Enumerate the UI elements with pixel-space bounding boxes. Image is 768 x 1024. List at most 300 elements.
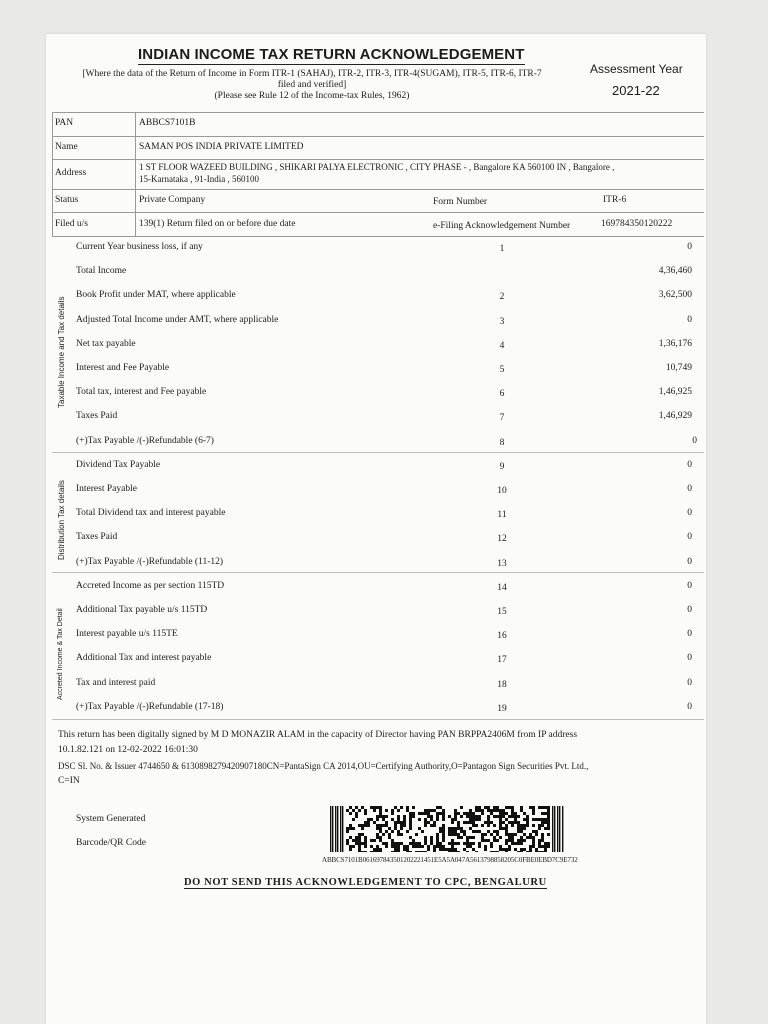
barcode-module — [376, 851, 379, 852]
address-line-2: 15-Karnataka , 91-India , 560100 — [139, 174, 259, 184]
row-number: 11 — [497, 510, 507, 520]
barcode-module — [463, 830, 466, 833]
barcode-module — [454, 809, 457, 812]
barcode-module — [469, 815, 472, 818]
barcode-module — [547, 815, 550, 818]
barcode-module — [481, 812, 484, 815]
barcode-module — [394, 842, 397, 845]
barcode-module — [505, 830, 508, 833]
barcode-module — [478, 815, 481, 818]
divider — [52, 112, 53, 236]
barcode-module — [475, 806, 478, 809]
row-label: Taxes Paid — [76, 532, 118, 542]
barcode-module — [520, 830, 523, 833]
barcode-module — [487, 809, 490, 812]
row-label: Current Year business loss, if any — [76, 242, 203, 252]
barcode-module — [382, 842, 385, 845]
barcode-module — [520, 836, 523, 839]
barcode-module — [364, 824, 367, 827]
barcode-module — [493, 824, 496, 827]
barcode-module — [463, 821, 466, 824]
barcode-module — [496, 851, 499, 852]
row-amount: 0 — [687, 508, 692, 518]
barcode-module — [496, 839, 499, 842]
barcode-module — [541, 836, 544, 839]
barcode-module — [517, 824, 520, 827]
barcode-module — [421, 851, 424, 852]
barcode-module — [460, 806, 463, 809]
barcode-module — [529, 848, 532, 851]
barcode-module — [478, 842, 481, 845]
barcode-module — [424, 842, 427, 845]
barcode-module — [358, 851, 361, 852]
row-label: Adjusted Total Income under AMT, where applicable — [76, 315, 279, 325]
barcode-module — [442, 836, 445, 839]
barcode-module — [457, 836, 460, 839]
barcode-module — [487, 824, 490, 827]
barcode-module — [355, 812, 358, 815]
barcode-module — [457, 821, 460, 824]
barcode-module — [367, 818, 370, 821]
barcode-module — [382, 815, 385, 818]
barcode-module — [439, 845, 442, 848]
barcode-module — [457, 842, 460, 845]
barcode-module — [451, 821, 454, 824]
row-amount: 1,46,925 — [658, 387, 692, 397]
barcode-module — [439, 842, 442, 845]
row-label: (+)Tax Payable /(-)Refundable (11-12) — [76, 557, 224, 567]
barcode-module — [529, 845, 532, 848]
section-divider — [52, 719, 704, 720]
barcode-module — [526, 824, 529, 827]
barcode-module — [361, 842, 364, 845]
barcode-module — [364, 839, 367, 842]
barcode-module — [535, 851, 538, 852]
barcode-module — [520, 827, 523, 830]
barcode-module — [412, 845, 415, 848]
barcode-module — [400, 806, 403, 809]
row-number: 17 — [497, 655, 507, 665]
barcode-module — [415, 833, 418, 836]
barcode-module — [535, 833, 538, 836]
barcode-module — [493, 839, 496, 842]
row-number: 12 — [497, 534, 507, 544]
barcode-module — [385, 845, 388, 848]
barcode-module — [400, 833, 403, 836]
row-amount: 1,36,176 — [658, 339, 692, 349]
barcode-bar — [335, 806, 336, 852]
form-number-value: ITR-6 — [603, 195, 627, 205]
barcode-module — [529, 833, 532, 836]
barcode-module — [385, 821, 388, 824]
row-number: 2 — [499, 292, 505, 302]
barcode-module — [475, 815, 478, 818]
barcode-module — [433, 824, 436, 827]
barcode-module — [418, 827, 421, 830]
barcode-module — [544, 848, 547, 851]
barcode-module — [409, 821, 412, 824]
row-number: 3 — [499, 317, 505, 327]
barcode-module — [376, 848, 379, 851]
barcode-module — [436, 806, 439, 809]
subtitle-line-2: filed and verified] — [277, 80, 347, 90]
barcode-module — [475, 818, 478, 821]
barcode-module — [412, 839, 415, 842]
barcode-module — [427, 809, 430, 812]
barcode-module — [436, 845, 439, 848]
barcode-module — [361, 851, 364, 852]
barcode-module — [517, 815, 520, 818]
barcode-module — [478, 806, 481, 809]
divider — [52, 236, 704, 237]
barcode-module — [349, 848, 352, 851]
row-number: 5 — [499, 365, 505, 375]
barcode-module — [376, 836, 379, 839]
divider — [52, 189, 704, 190]
row-label: Tax and interest paid — [76, 678, 156, 688]
address-label: Address — [55, 168, 87, 178]
barcode-module — [526, 821, 529, 824]
barcode-module — [523, 839, 526, 842]
barcode-module — [466, 815, 469, 818]
ack-number-label: e-Filing Acknowledgement Number — [433, 221, 571, 231]
barcode-module — [409, 818, 412, 821]
barcode-module — [472, 848, 475, 851]
barcode-module — [379, 812, 382, 815]
barcode-bar — [342, 806, 343, 852]
barcode-module — [349, 812, 352, 815]
barcode-module — [439, 812, 442, 815]
barcode-module — [523, 833, 526, 836]
barcode-module — [379, 824, 382, 827]
barcode-module — [442, 830, 445, 833]
barcode-module — [457, 851, 460, 852]
pan-label: PAN — [55, 118, 74, 128]
barcode-module — [520, 806, 523, 809]
barcode-module — [391, 830, 394, 833]
barcode-module — [541, 806, 544, 809]
barcode-module — [505, 833, 508, 836]
barcode-module — [376, 806, 379, 809]
section-label-distribution: Distribution Tax details — [57, 480, 66, 560]
barcode-module — [349, 824, 352, 827]
barcode-module — [379, 851, 382, 852]
barcode-bar — [562, 806, 563, 852]
row-amount: 3,62,500 — [658, 290, 692, 300]
barcode-module — [397, 809, 400, 812]
assessment-year-label: Assessment Year — [590, 62, 683, 76]
barcode-module — [487, 818, 490, 821]
row-number: 4 — [499, 341, 505, 351]
barcode-module — [499, 818, 502, 821]
barcode-bar — [552, 806, 553, 852]
barcode-module — [475, 809, 478, 812]
barcode-module — [547, 827, 550, 830]
barcode-module — [361, 833, 364, 836]
barcode-module — [517, 842, 520, 845]
barcode-module — [397, 818, 400, 821]
barcode-module — [526, 851, 529, 852]
barcode-module — [517, 827, 520, 830]
barcode-module — [532, 809, 535, 812]
barcode-module — [439, 830, 442, 833]
barcode-module — [472, 815, 475, 818]
barcode-module — [346, 842, 349, 845]
barcode-module — [496, 809, 499, 812]
barcode-module — [346, 827, 349, 830]
barcode-module — [505, 812, 508, 815]
barcode-module — [355, 815, 358, 818]
barcode-module — [370, 839, 373, 842]
barcode-module — [463, 833, 466, 836]
barcode-module — [538, 842, 541, 845]
barcode-module — [352, 839, 355, 842]
form-subtitle — [64, 69, 560, 102]
barcode-module — [496, 830, 499, 833]
row-amount: 1,46,929 — [658, 411, 692, 421]
barcode-module — [538, 845, 541, 848]
barcode-module — [409, 824, 412, 827]
barcode-module — [433, 821, 436, 824]
barcode-module — [514, 833, 517, 836]
signature-line-2: 10.1.82.121 on 12-02-2022 16:01:30 — [58, 745, 198, 755]
barcode-module — [481, 809, 484, 812]
barcode-module — [517, 821, 520, 824]
barcode-module — [370, 818, 373, 821]
barcode-module — [469, 836, 472, 839]
barcode-module — [436, 839, 439, 842]
barcode-module — [520, 809, 523, 812]
barcode-module — [394, 845, 397, 848]
barcode-module — [421, 830, 424, 833]
divider — [52, 112, 704, 113]
barcode-module — [535, 848, 538, 851]
barcode-module — [532, 824, 535, 827]
barcode-module — [403, 818, 406, 821]
barcode-module — [433, 809, 436, 812]
barcode-module — [505, 827, 508, 830]
barcode-module — [502, 821, 505, 824]
barcode-module — [424, 809, 427, 812]
barcode-module — [457, 812, 460, 815]
barcode-module — [511, 821, 514, 824]
barcode-module — [388, 827, 391, 830]
barcode-module — [448, 815, 451, 818]
barcode-module — [403, 815, 406, 818]
barcode-module — [427, 812, 430, 815]
barcode-module — [379, 839, 382, 842]
barcode-module — [385, 830, 388, 833]
do-not-send-note: DO NOT SEND THIS ACKNOWLEDGEMENT TO CPC, BENGALURU — [184, 877, 547, 888]
barcode-module — [517, 839, 520, 842]
barcode-module — [532, 845, 535, 848]
barcode-module — [349, 806, 352, 809]
barcode-module — [490, 833, 493, 836]
signature-line-4: C=IN — [58, 776, 80, 786]
barcode-module — [544, 851, 547, 852]
divider — [135, 112, 136, 236]
barcode-module — [406, 848, 409, 851]
barcode-module — [358, 848, 361, 851]
barcode-module — [436, 812, 439, 815]
barcode-module — [346, 809, 349, 812]
barcode-module — [514, 842, 517, 845]
divider — [52, 159, 704, 160]
row-label: Additional Tax payable u/s 115TD — [76, 605, 208, 615]
barcode-label: Barcode/QR Code — [76, 838, 146, 848]
barcode-module — [475, 851, 478, 852]
status-value: Private Company — [139, 195, 206, 205]
barcode-module — [529, 806, 532, 809]
row-amount: 0 — [687, 315, 692, 325]
barcode-module — [427, 821, 430, 824]
barcode-module — [430, 824, 433, 827]
row-number: 10 — [497, 486, 507, 496]
barcode-module — [424, 836, 427, 839]
barcode-module — [466, 839, 469, 842]
barcode-module — [442, 812, 445, 815]
barcode-module — [508, 836, 511, 839]
barcode-module — [427, 845, 430, 848]
barcode-module — [538, 824, 541, 827]
barcode-module — [352, 818, 355, 821]
row-amount: 10,749 — [665, 363, 692, 373]
barcode-module — [394, 824, 397, 827]
barcode-module — [523, 827, 526, 830]
barcode-module — [364, 821, 367, 824]
barcode-module — [466, 842, 469, 845]
row-amount: 0 — [687, 460, 692, 470]
barcode-module — [448, 851, 451, 852]
barcode-module — [523, 812, 526, 815]
barcode-module — [514, 821, 517, 824]
barcode-module — [472, 842, 475, 845]
barcode-module — [508, 815, 511, 818]
barcode-module — [448, 848, 451, 851]
barcode-module — [541, 812, 544, 815]
barcode-module — [523, 848, 526, 851]
barcode-module — [349, 836, 352, 839]
row-number: 15 — [497, 607, 507, 617]
barcode-module — [463, 848, 466, 851]
barcode-module — [451, 827, 454, 830]
ack-number-value: 169784350120222 — [601, 219, 673, 229]
row-number: 9 — [499, 462, 505, 472]
barcode-module — [517, 830, 520, 833]
row-label: (+)Tax Payable /(-)Refundable (6-7) — [76, 436, 214, 446]
row-number: 14 — [497, 583, 507, 593]
barcode-module — [433, 848, 436, 851]
barcode-module — [373, 809, 376, 812]
subtitle-line-1: [Where the data of the Return of Income in Form ITR-1 (SAHAJ), ITR-2, ITR-3, ITR-4(SUGAM), ITR-5, ITR-6, ITR-7 — [82, 69, 542, 79]
barcode-module — [403, 848, 406, 851]
barcode-module — [376, 824, 379, 827]
barcode-module — [436, 836, 439, 839]
row-amount: 0 — [687, 581, 692, 591]
barcode-module — [484, 839, 487, 842]
form-number-label: Form Number — [433, 197, 488, 207]
barcode-module — [412, 815, 415, 818]
barcode-module — [355, 806, 358, 809]
barcode-module — [397, 842, 400, 845]
barcode-module — [424, 851, 427, 852]
barcode-module — [523, 818, 526, 821]
row-amount: 0 — [687, 484, 692, 494]
barcode-module — [490, 809, 493, 812]
barcode-module — [406, 809, 409, 812]
barcode-module — [454, 818, 457, 821]
barcode-module — [457, 824, 460, 827]
barcode-module — [400, 821, 403, 824]
barcode-bar — [332, 806, 333, 852]
row-number: 6 — [499, 389, 505, 399]
barcode-module — [397, 833, 400, 836]
barcode-module — [541, 833, 544, 836]
barcode-module — [514, 848, 517, 851]
barcode-module — [544, 842, 547, 845]
section-label-accreted: Accreted Income & Tax Detail — [57, 608, 64, 700]
barcode-module — [493, 836, 496, 839]
barcode-module — [547, 806, 550, 809]
barcode-module — [508, 845, 511, 848]
barcode-module — [475, 824, 478, 827]
barcode-module — [541, 851, 544, 852]
barcode-module — [547, 812, 550, 815]
barcode-module — [454, 830, 457, 833]
barcode-module — [439, 827, 442, 830]
barcode-module — [511, 806, 514, 809]
barcode-module — [499, 815, 502, 818]
barcode-module — [532, 812, 535, 815]
row-number: 7 — [499, 413, 505, 423]
barcode-module — [397, 848, 400, 851]
barcode-module — [505, 842, 508, 845]
barcode-module — [373, 851, 376, 852]
barcode-module — [397, 821, 400, 824]
barcode-module — [409, 812, 412, 815]
barcode-module — [454, 827, 457, 830]
barcode-module — [544, 821, 547, 824]
barcode-module — [391, 851, 394, 852]
barcode-module — [526, 818, 529, 821]
row-label: Accreted Income as per section 115TD — [76, 581, 225, 591]
barcode-module — [469, 812, 472, 815]
barcode-module — [370, 806, 373, 809]
barcode-module — [538, 827, 541, 830]
barcode-module — [373, 821, 376, 824]
barcode-module — [499, 824, 502, 827]
barcode-module — [361, 806, 364, 809]
barcode-module — [448, 827, 451, 830]
barcode-module — [418, 812, 421, 815]
name-value: SAMAN POS INDIA PRIVATE LIMITED — [139, 142, 304, 152]
barcode-module — [370, 851, 373, 852]
barcode-module — [508, 833, 511, 836]
barcode-module — [451, 845, 454, 848]
barcode-module — [436, 818, 439, 821]
barcode-module — [424, 821, 427, 824]
barcode-module — [469, 827, 472, 830]
barcode-module — [499, 836, 502, 839]
barcode-module — [394, 827, 397, 830]
barcode-module — [379, 806, 382, 809]
barcode-module — [487, 815, 490, 818]
barcode-module — [391, 818, 394, 821]
barcode-module — [544, 806, 547, 809]
row-label: Taxes Paid — [76, 411, 118, 421]
filed-us-label: Filed u/s — [55, 219, 88, 229]
name-label: Name — [55, 142, 78, 152]
